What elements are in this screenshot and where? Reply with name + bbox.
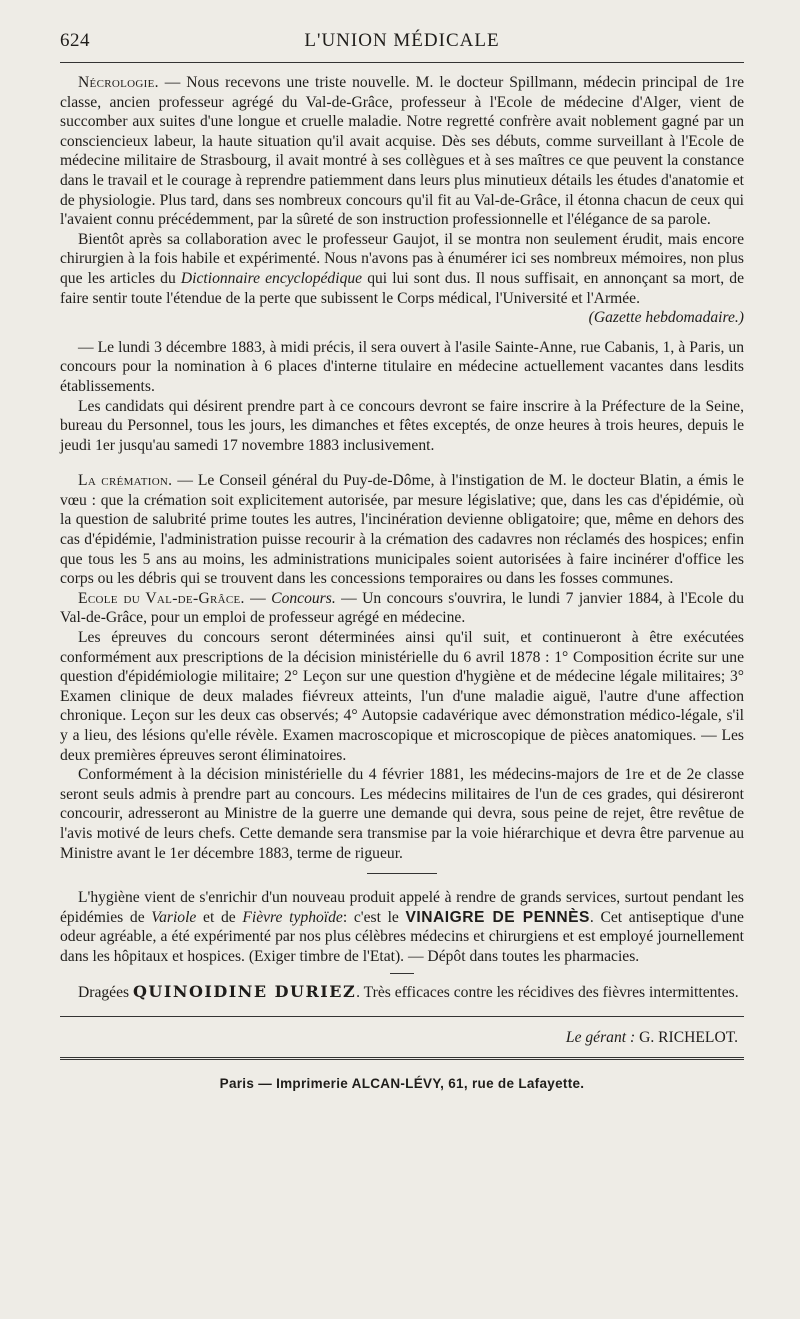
concours-paragraph: — Le lundi 3 décembre 1883, à midi précis, il sera ouvert à l'asile Sainte-Anne, rue Cabanis, 1, à Paris, un concours pour la nomination à 6 places d'interne titulaire en médecine actuellement vacantes dans lesdits établissements. [60, 338, 744, 395]
gerant-line [60, 1029, 744, 1047]
val-de-grace-text: — Un concours s'ouvrira, le lundi 7 janvier 1884, à l'Ecole du Val-de-Grâce, pour un emploi de professeur agrégé en médecine. [60, 589, 745, 627]
epreuves-paragraph: Les épreuves du concours seront déterminées ainsi qu'il suit, et continueront à être exécutées conformément aux prescriptions de la décision ministérielle du 6 avril 1878 : 1° Composition écrite sur une question d'épidémiologie militaire; 2° Leçon sur une question d'hygiène et de médecine légale militaires; 3° Examen clinique de deux malades fiévreux atteints, l'un d'une maladie aiguë, l'autre d'une affection chronique. Leçon sur les deux cas observés; 4° Autopsie cadavérique avec démonstration médico-légale, s'il y a lieu, des lésions qu'elle révèle. Examen macroscopique et microscopique de pièces anatomiques. — Les deux premières épreuves seront éliminatoires. [60, 629, 744, 764]
section-divider [367, 873, 437, 874]
dragees-text-2: . Très efficaces contre les récidives des fièvres intermittentes. [356, 983, 739, 1001]
vinaigre-text-1: L'hygiène vient de s'enrichir d'un nouveau produit appelé à rendre de grands services, surtout pendant les épidémies de [60, 889, 744, 926]
gerant-rule [60, 1016, 744, 1017]
footer-rule [60, 1057, 744, 1060]
article-body [60, 73, 744, 1002]
header-rule [60, 62, 744, 63]
vinaigre-product-name: VINAIGRE DE PENNÈS [405, 908, 590, 926]
dragees-advert [60, 982, 744, 1003]
cremation-heading: La crémation. [78, 472, 173, 490]
necrologie-paragraph [60, 73, 744, 230]
necrologie-para2-end: qui lui sont dus. Il nous suffisait, en annonçant sa mort, de faire sentir toute l'étendue de la perte que subissent le Corps médical, l'Université et l'Armée. [60, 269, 745, 307]
source-citation: (Gazette hebdomadaire.) [588, 309, 744, 327]
printer-imprint: Paris — Imprimerie ALCAN-LÉVY, 61, rue de Lafayette. [219, 1076, 585, 1092]
gerant-name: G. RICHELOT. [639, 1029, 738, 1047]
small-divider [390, 973, 414, 974]
cremation-paragraph [60, 471, 744, 589]
dragees-text-1: Dragées [78, 983, 133, 1001]
concours-label: Concours. [271, 589, 336, 607]
necrologie-heading: Nécrologie. [78, 74, 159, 91]
page-number: 624 [60, 30, 90, 51]
fievre-word: Fièvre typhoïde [242, 908, 343, 926]
vinaigre-text-3: : c'est le [342, 908, 406, 926]
variole-word: Variole [151, 908, 197, 926]
gerant-label: Le gérant : [565, 1029, 636, 1047]
vinaigre-text-2: et de [196, 908, 243, 926]
necrologie-para2-start: Bientôt après sa collaboration avec le professeur Gaujot, il se montra non seulement érudit, mais encore chirurgien à la fois habile et expérimenté. Nous n'avons pas à énumérer ici ses nombreux mémoires, non plus que les articles du [60, 230, 744, 287]
vinaigre-advert [60, 888, 744, 966]
vinaigre-text-4: . Cet antiseptique d'une odeur agréable, a été expérimenté par nos plus célèbres médecins et chirurgiens et est employé journellement dans les hôpitaux et hospices. (Exiger timbre de l'Etat). — Dépôt dans toutes les pharmacies. [60, 908, 744, 965]
dictionnaire-title: Dictionnaire encyclopédique [180, 269, 363, 287]
journal-title: L'UNION MÉDICALE [304, 30, 500, 51]
concours-paragraph-2: Les candidats qui désirent prendre part à ce concours devront se faire inscrire à la Préfecture de la Seine, bureau du Personnel, tous les jours, les dimanches et fêtes exceptés, de onze heures à trois heures, depuis le jeudi 1er jusqu'au samedi 17 novembre 1883 inclusivement. [60, 397, 744, 454]
necrologie-text: — Nous recevons une triste nouvelle. M. le docteur Spillmann, médecin principal de 1re classe, ancien professeur agrégé du Val-de-Grâce, professeur à l'Ecole de médecine d'Alger, vient de succomber aux suites d'une longue et cruelle maladie. Notre regretté confrère avait noblement gagné par un consciencieux labeur, la haute situation qu'il avait acquise. Dès ses débuts, comme surveillant à l'Ecole de médecine militaire de Strasbourg, il avait montré à ses collègues et à ses maîtres ce que peuvent la constance dans le travail et le courage à reprendre patiemment dans leurs plus minutieux détails les études d'anatomie et de physiologie. Plus tard, dans ses nombreux concours qu'il fit au Val-de-Grâce, il étonna chacun de ceux qui l'avaient connu précédemment, par la sûreté de son instruction professionnelle et l'élégance de sa parole. [60, 74, 744, 229]
page-header [60, 28, 744, 62]
val-de-grace-paragraph: Ecole du Val-de-Grâce. — Concours. — Un concours s'ouvrira, le lundi 7 janvier 1884, à l'Ecole du Val-de-Grâce, pour un emploi de professeur agrégé en médecine. [60, 589, 745, 627]
necrologie-source [60, 308, 744, 328]
dragees-product-name: QUINOIDINE DURIEZ [132, 981, 357, 1001]
val-de-grace-heading: Ecole du Val-de-Grâce. [78, 589, 245, 607]
necrologie-paragraph-2 [60, 230, 744, 308]
cremation-text: — Le Conseil général du Puy-de-Dôme, à l'instigation de M. le docteur Blatin, a émis le vœu : que la crémation soit explicitement autorisée, par mesure législative; que, dans les cas d'épidémie, où la question de salubrité prime toutes les autres, l'incinération devienne obligatoire; que, même en dehors des cas d'épidémie, l'administration puisse recourir à la crémation des cadavres non réclamés des hospices; enfin que tous les 5 ans au moins, les administrations municipales soient autorisées à faire incinérer d'office les corps ou les débris qui se trouvent dans les concessions temporaires ou dans les fosses communes. [60, 472, 744, 588]
conformement-paragraph: Conformément à la décision ministérielle du 4 février 1881, les médecins-majors de 1re et de 2e classe seront seuls admis à prendre part au concours. Les médecins militaires de l'un de ces grades, qui désireront concourir, adresseront au Ministre de la guerre une demande qui devra, sous peine de rejet, être revêtue de l'avis motivé de leurs chefs. Cette demande sera transmise par la voie hiérarchique et devra être parvenue au Ministre avant le 1er décembre 1883, terme de rigueur. [60, 766, 744, 862]
